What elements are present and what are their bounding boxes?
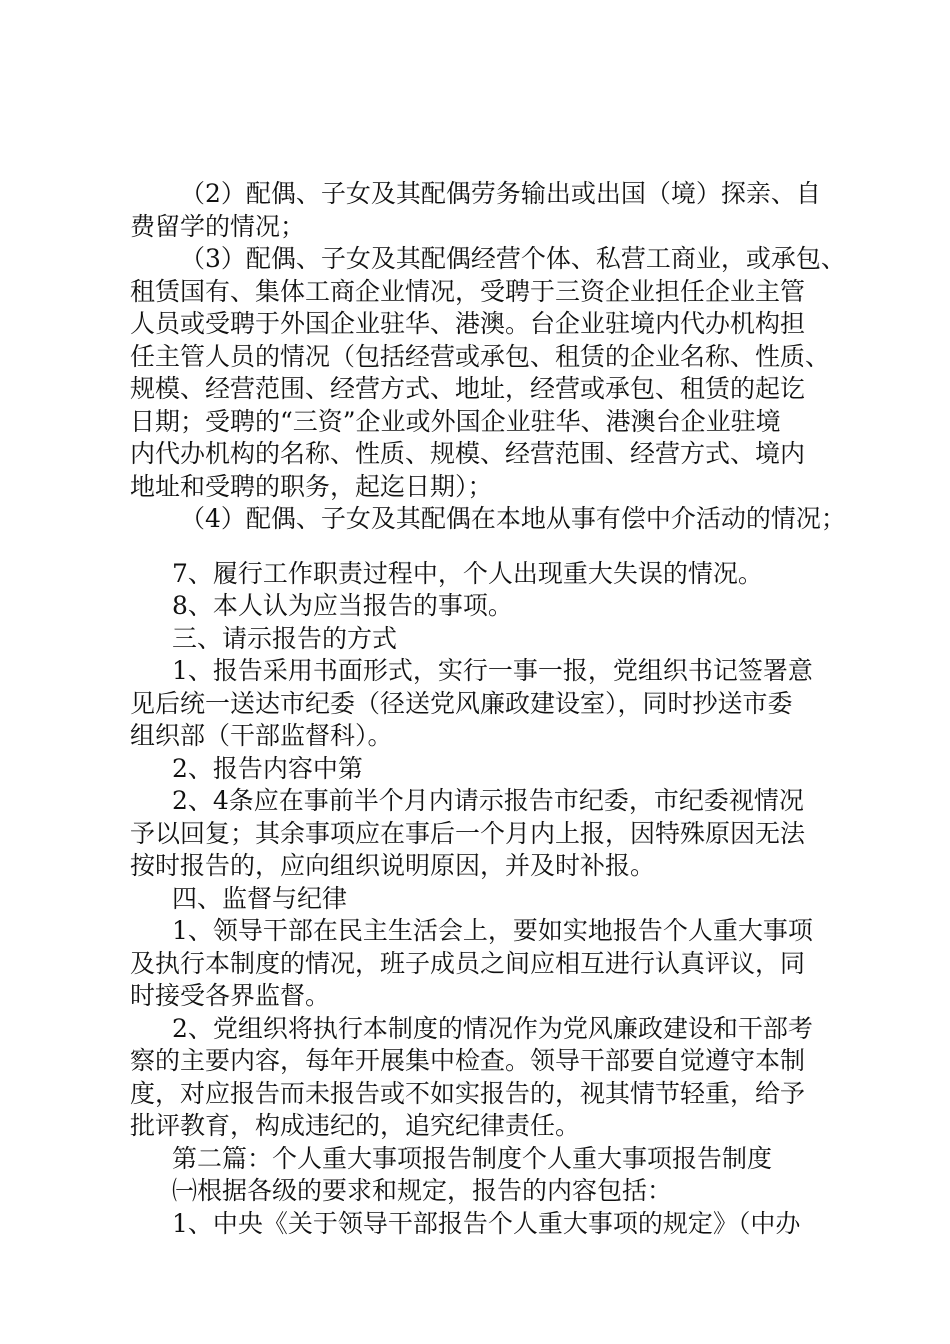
paragraph-line: 2、报告内容中第 bbox=[172, 753, 363, 783]
paragraph-line: 8、本人认为应当报告的事项。 bbox=[172, 591, 513, 620]
paragraph-gap bbox=[130, 536, 850, 558]
paragraph-line: （4）配偶、子女及其配偶在本地从事有偿中介活动的情况； bbox=[180, 504, 846, 533]
paragraph-line: 规模、经营范围、经营方式、地址，经营或承包、租赁的起讫 bbox=[130, 374, 806, 403]
paragraph-line: 1、报告采用书面形式，实行一事一报，党组织书记签署意 bbox=[172, 656, 813, 685]
paragraph-line: 1、领导干部在民主生活会上，要如实地报告个人重大事项 bbox=[172, 916, 813, 945]
paragraph-line: 地址和受聘的职务，起迄日期）； bbox=[130, 471, 493, 501]
paragraph-line: ㈠根据各级的要求和规定，报告的内容包括： bbox=[172, 1176, 673, 1205]
paragraph-line: 予以回复；其余事项应在事后一个月内上报，因特殊原因无法 bbox=[130, 818, 806, 848]
paragraph-line: 按时报告的，应向组织说明原因，并及时补报。 bbox=[130, 851, 656, 880]
paragraph-line: 内代办机构的名称、性质、规模、经营范围、经营方式、境内 bbox=[130, 439, 806, 468]
section-heading: 四、监督与纪律 bbox=[172, 883, 348, 913]
document-body bbox=[130, 178, 850, 1240]
paragraph-line: 2、4条应在事前半个月内请示报告市纪委，市纪委视情况 bbox=[172, 786, 804, 815]
paragraph-line: 费留学的情况； bbox=[130, 211, 306, 241]
paragraph-line: 人员或受聘于外国企业驻华、港澳。台企业驻境内代办机构担 bbox=[130, 309, 806, 338]
paragraph-line: 及执行本制度的情况，班子成员之间应相互进行认真评议，同 bbox=[130, 948, 806, 978]
chapter-heading: 第二篇：个人重大事项报告制度个人重大事项报告制度 bbox=[172, 1143, 773, 1173]
section-heading: 三、请示报告的方式 bbox=[172, 623, 398, 653]
paragraph-line: 日期；受聘的“三资”企业或外国企业驻华、港澳台企业驻境 bbox=[130, 406, 781, 436]
paragraph-line: 组织部（干部监督科）。 bbox=[130, 721, 393, 750]
paragraph-line: 1、中央《关于领导干部报告个人重大事项的规定》（中办 bbox=[172, 1208, 801, 1238]
paragraph-line: 见后统一送达市纪委（径送党风廉政建设室），同时抄送市委 bbox=[130, 688, 793, 718]
paragraph-line: 任主管人员的情况（包括经营或承包、租赁的企业名称、性质、 bbox=[130, 341, 831, 371]
paragraph-line: 度，对应报告而未报告或不如实报告的，视其情节轻重，给予 bbox=[130, 1078, 806, 1108]
paragraph-line: 察的主要内容，每年开展集中检查。领导干部要自觉遵守本制 bbox=[130, 1046, 806, 1075]
paragraph-line: （3）配偶、子女及其配偶经营个体、私营工商业，或承包、 bbox=[180, 244, 846, 273]
paragraph-line: 2、党组织将执行本制度的情况作为党风廉政建设和干部考 bbox=[172, 1013, 813, 1043]
paragraph-line: （2）配偶、子女及其配偶劳务输出或出国（境）探亲、自 bbox=[180, 179, 821, 208]
paragraph-line: 租赁国有、集体工商企业情况，受聘于三资企业担任企业主管 bbox=[130, 276, 806, 306]
paragraph-line: 批评教育，构成违纪的，追究纪律责任。 bbox=[130, 1111, 581, 1140]
paragraph-line: 7、履行工作职责过程中，个人出现重大失误的情况。 bbox=[172, 558, 763, 588]
paragraph-line: 时接受各界监督。 bbox=[130, 981, 331, 1010]
